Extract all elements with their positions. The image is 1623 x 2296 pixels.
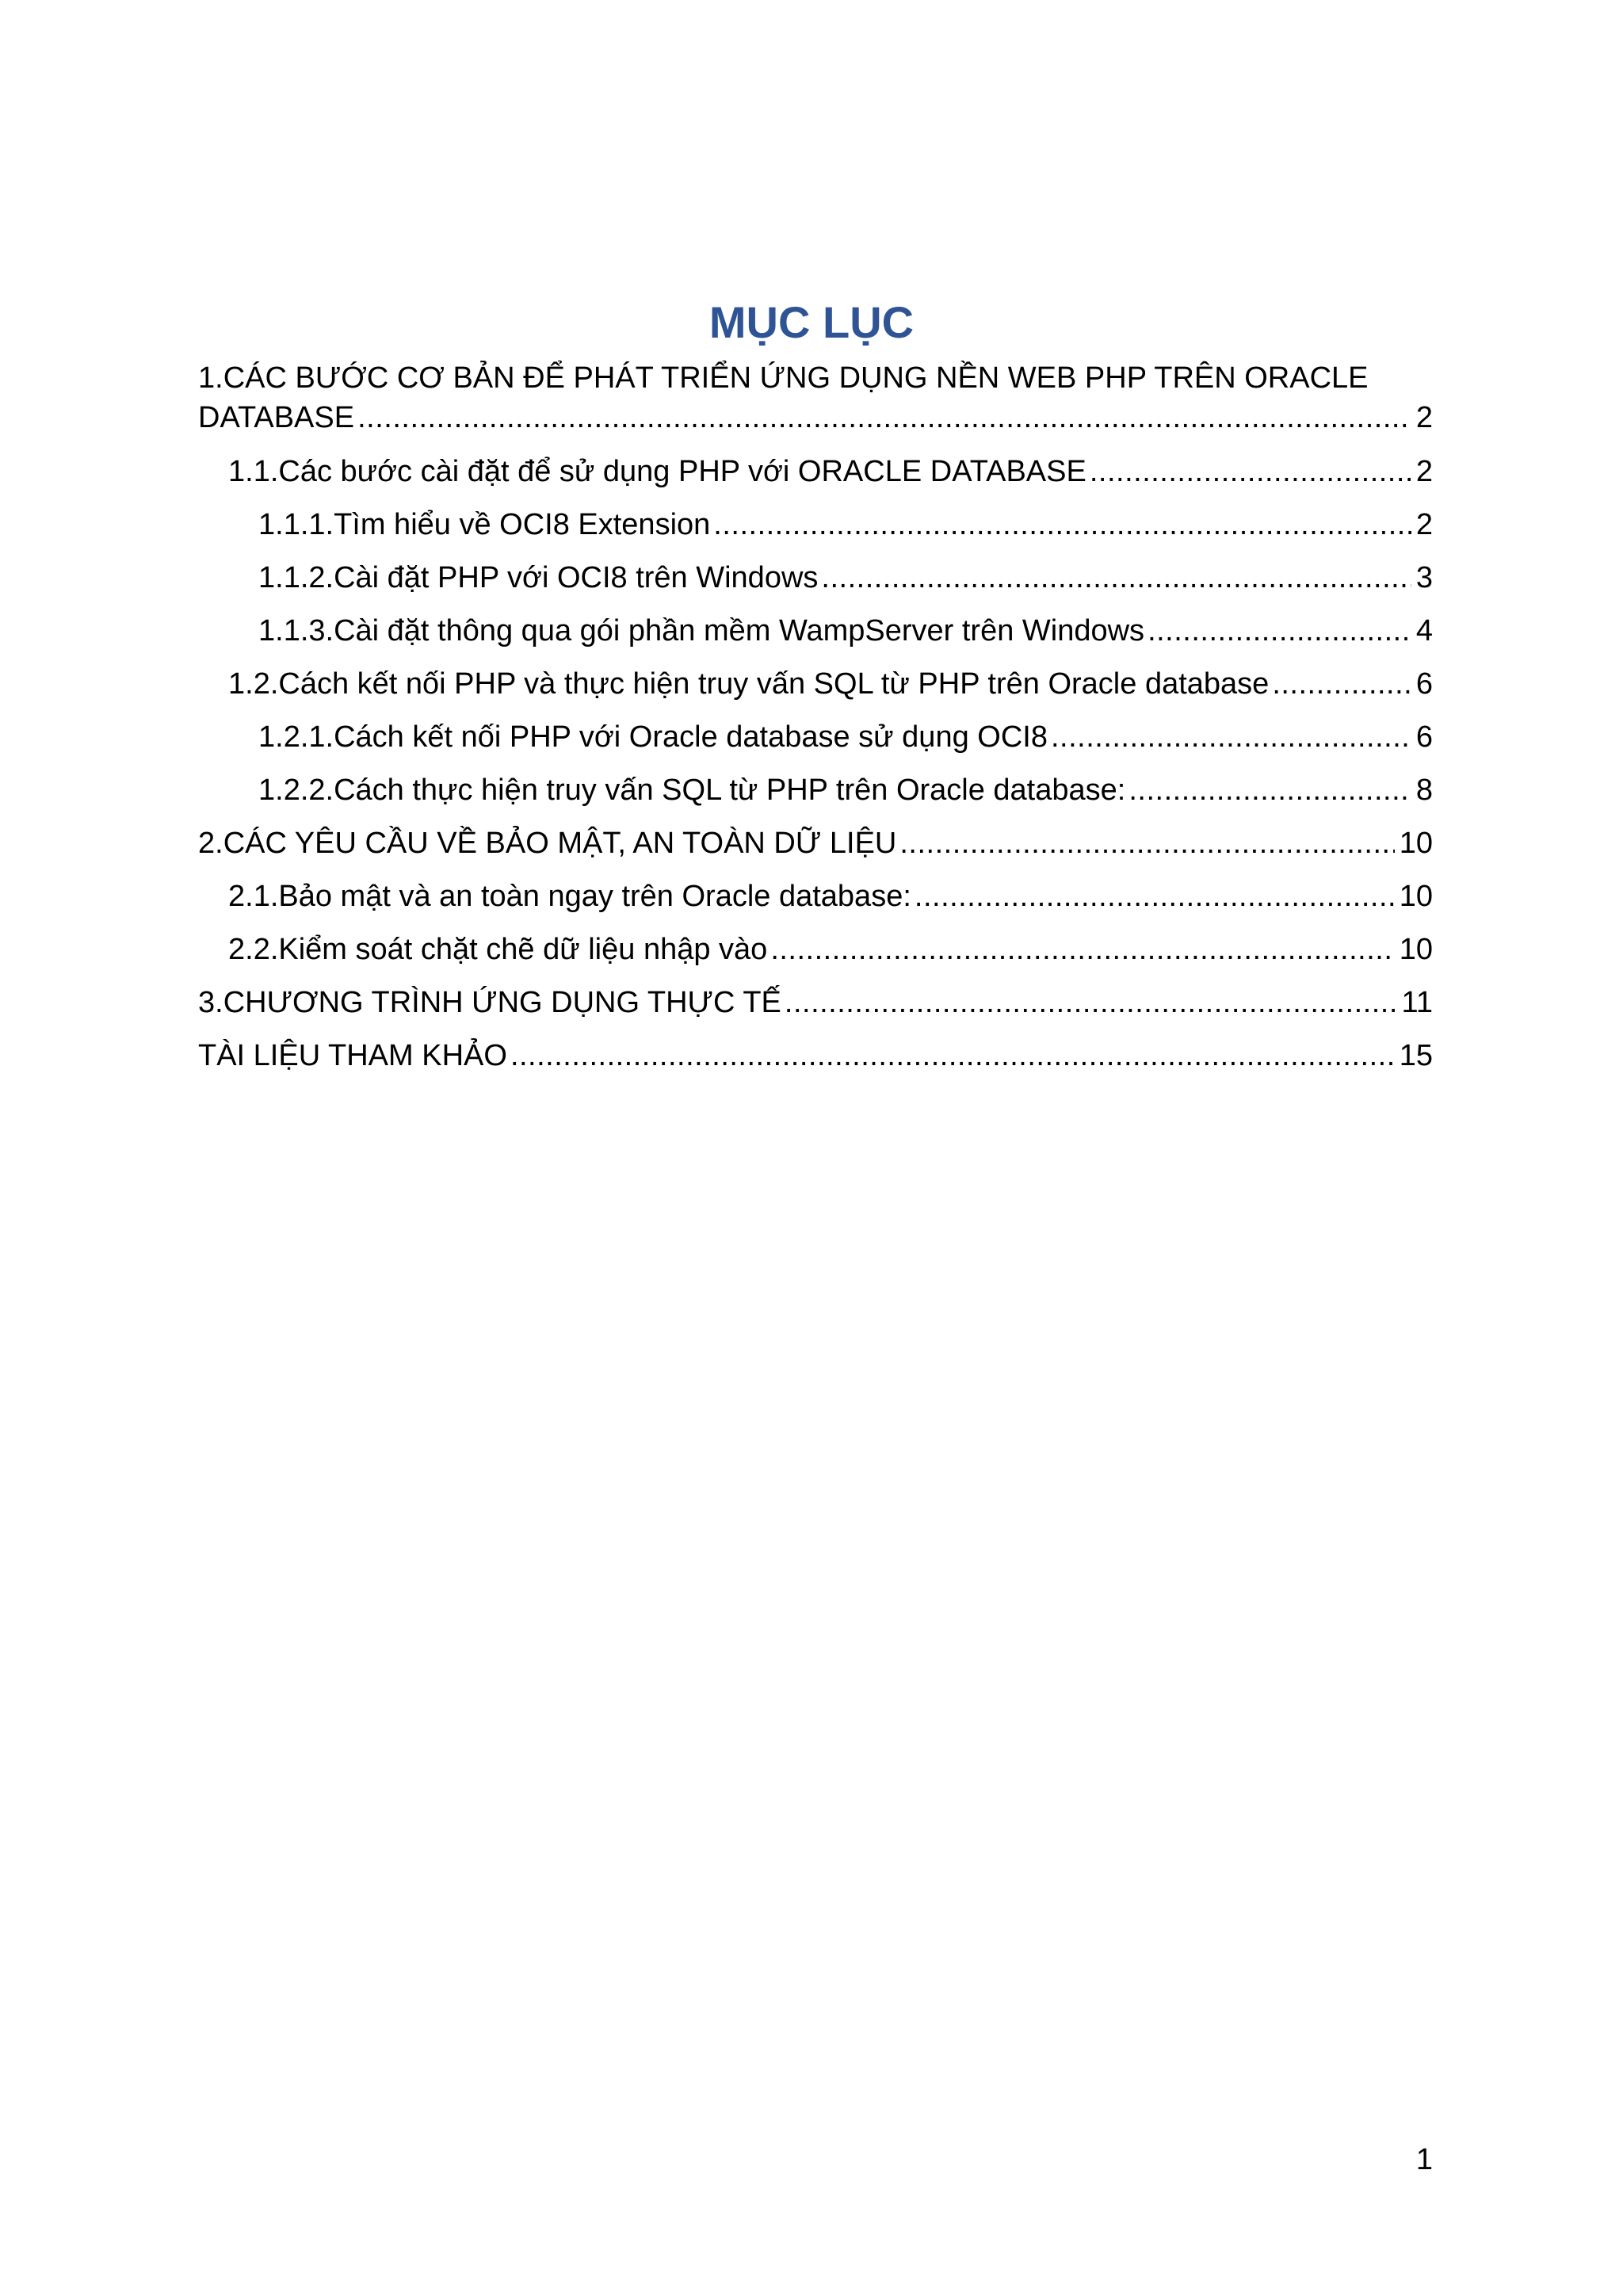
toc-entry-2-1[interactable] (198, 877, 1433, 916)
toc-entry-text: 2.1.Bảo mật và an toàn ngay trên Oracle database: (228, 880, 911, 913)
dot-leader (1051, 717, 1411, 757)
toc-page-number: 6 (1415, 667, 1433, 701)
dot-leader (770, 930, 1394, 969)
dot-leader (357, 398, 1411, 437)
toc-entry-text: 1.2.2.Cách thực hiện truy vấn SQL từ PHP trên Oracle database: (258, 774, 1126, 807)
toc-entry-3[interactable] (198, 983, 1433, 1022)
dot-leader (1090, 452, 1411, 491)
dot-leader (915, 877, 1395, 916)
toc-entry-text: 1.2.Cách kết nối PHP và thực hiện truy vấn SQL từ PHP trên Oracle database (228, 667, 1270, 701)
toc-page-number: 2 (1415, 455, 1433, 488)
toc-page-number: 10 (1399, 933, 1433, 966)
toc-page-number: 8 (1415, 774, 1433, 807)
toc-entry-text-line1: 1.CÁC BƯỚC CƠ BẢN ĐỂ PHÁT TRIỂN ỨNG DỤNG NỀN WEB PHP TRÊN ORACLE (198, 361, 1369, 395)
toc-entry-text: 2.CÁC YÊU CẦU VỀ BẢO MẬT, AN TOÀN DỮ LIỆU (198, 827, 897, 860)
toc-title: MỤC LỤC (708, 297, 915, 347)
dot-leader (821, 558, 1411, 598)
toc-page-number: 15 (1399, 1039, 1433, 1072)
page-number: 1 (1415, 2143, 1433, 2176)
dot-leader (510, 1036, 1395, 1075)
toc-page-number: 11 (1401, 986, 1433, 1019)
toc-entry-1-1-2[interactable] (198, 558, 1433, 598)
toc-entry-1-1-1[interactable] (198, 505, 1433, 544)
toc-page-number: 10 (1399, 880, 1433, 913)
dot-leader (1128, 770, 1411, 810)
toc-entry-1-1-3[interactable] (198, 611, 1433, 651)
dot-leader (899, 823, 1394, 863)
toc-entry-text: 1.1.1.Tìm hiểu về OCI8 Extension (258, 508, 711, 541)
toc-entry-2[interactable] (198, 823, 1433, 863)
toc-page-number: 6 (1415, 720, 1433, 754)
toc-entry-text: 3.CHƯƠNG TRÌNH ỨNG DỤNG THỰC TẾ (198, 986, 781, 1019)
toc-page-number: 10 (1399, 827, 1433, 860)
toc-entry-text: 1.1.Các bước cài đặt để sử dụng PHP với ORACLE DATABASE (228, 455, 1086, 488)
toc-entry-text: 2.2.Kiểm soát chặt chẽ dữ liệu nhập vào (228, 933, 768, 966)
toc-page-number: 4 (1415, 614, 1433, 648)
toc-page-number: 3 (1415, 561, 1433, 594)
toc-page-number: 2 (1415, 508, 1433, 541)
toc-page-number: 2 (1415, 401, 1433, 434)
toc-entry-text-line2: DATABASE (198, 401, 355, 434)
toc-entry-1-2[interactable] (198, 664, 1433, 704)
toc-entry-references[interactable] (198, 1036, 1433, 1075)
dot-leader (713, 505, 1411, 544)
dot-leader (785, 983, 1397, 1022)
toc-entry-text: 1.2.1.Cách kết nối PHP với Oracle database sử dụng OCI8 (258, 720, 1048, 754)
toc-entry-text: TÀI LIỆU THAM KHẢO (198, 1039, 507, 1072)
toc-entry-2-2[interactable] (198, 930, 1433, 969)
toc-entry-1-1[interactable] (198, 452, 1433, 491)
dot-leader (1272, 664, 1411, 704)
toc-entry-text: 1.1.3.Cài đặt thông qua gói phần mềm WampServer trên Windows (258, 614, 1145, 648)
toc-entry-text: 1.1.2.Cài đặt PHP với OCI8 trên Windows (258, 561, 819, 594)
dot-leader (1148, 611, 1411, 651)
toc-entry-1[interactable] (198, 358, 1433, 437)
toc-entry-1-2-1[interactable] (198, 717, 1433, 757)
toc-entry-1-2-2[interactable] (198, 770, 1433, 810)
